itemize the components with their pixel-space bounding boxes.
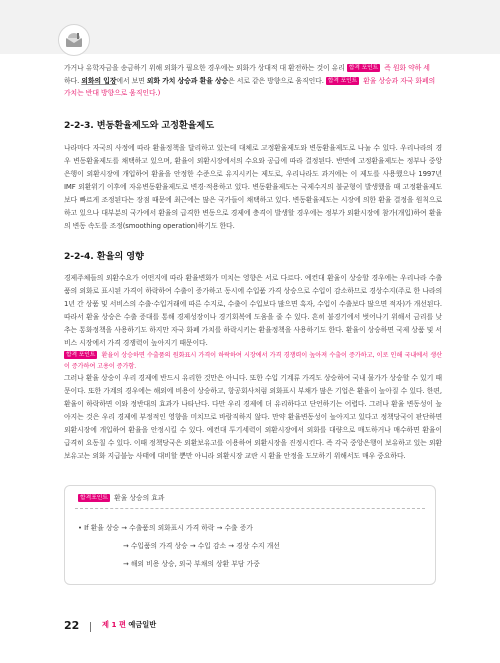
summary-line: • If 환율 상승 → 수출품의 외화표시 가격 하락 → 수출 증가	[78, 523, 253, 532]
part-title: 예금일반	[125, 620, 157, 629]
pass-point-note: 즉 원화 약하 세	[382, 64, 430, 72]
intro-text: 가거나 유학자금을 송금하기 위해 외화가 필요한 경우에는 외화가 상대적 대 환전하는 것이 유리	[64, 64, 345, 72]
summary-line: → 수입품의 가격 상승 → 수입 감소 → 경상 수지 개선	[123, 541, 280, 550]
page-number: 22	[64, 619, 80, 632]
pass-point-tag: 합격 포인트	[66, 351, 96, 358]
section-paragraph: 나라마다 자국의 사정에 따라 환율정책을 달리하고 있는데 대체로 고정환율제도와 변동환율제도로 나눌 수 있다. 우리나라의 경우 변동환율제도를 채택하고 있으며, 환율이 외환시장에서의 수요와 공급에 따라 결정된다. 반면에 고정환율제도는 정부나 중앙은행이 외환시장에 개입하여 환율을 안정한 수준으로 유지시키는 제도로, 우리나라도 과거에는 이 제도를 사용했으나 1997년 IMF 외환위기 이후에 자유변동환율제도로 변경·적용하고 있다. 변동환율제도는 국제수지의 불균형이 발생했을 때 고정환율제도보다 빠르게 조정된다는 장점 때문에 최근에는 많은 국가들이 채택하고 있다. 변동환율제도는 시장에 의한 환율 결정을 원칙으로 하고 있으나 대부분의 국가에서 환율의 급격한 변동으로 경제에 충격이 발생할 경우에는 정부가 외환시장에 참가(개입)하여 환율의 변동 속도를 조정(smoothing operation)하기도 한다.	[64, 143, 442, 230]
summary-box	[64, 485, 436, 585]
summary-box-title	[78, 492, 164, 502]
summary-line: → 해외 비용 상승, 외국 부채의 상환 부담 가중	[123, 559, 260, 568]
intro-paragraph	[64, 62, 442, 100]
section-paragraph: 경제주체들의 외환수요가 어떤지에 따라 환율변화가 미치는 영향은 서로 다르다. 예컨대 환율이 상승할 경우에는 우리나라 수출품의 외화로 표시된 가격이 하락하여 수출이 증가하고 동시에 수입품 가격 상승으로 수입이 감소하므로 경상수지(주로 한 나라의 1년 간 상품 및 서비스의 수출·수입거래에 따른 수지로, 수출이 수입보다 많으면 흑자, 수입이 수출보다 많으면 적자)가 개선된다. 따라서 환율 상승은 수출 증대를 통해 경제성장이나 경기회복에 도움을 줄 수 있다. 흔히 불경기에서 벗어나기 위해서 금리를 낮추는 통화정책을 사용하기도 하지만 자국 화폐 가치를 하락시키는 환율정책을 사용하기도 한다. 환율이 상승하면 국제 상품 및 서비스 시장에서 가격 경쟁력이 높아지기 때문이다.	[64, 273, 442, 347]
intro-bold: 외화 가치 상승과 환율 상승	[146, 76, 229, 85]
part-label: 제 1 편	[102, 620, 126, 629]
pass-point-tip	[64, 350, 442, 372]
summary-title-text: 환율 상승의 효과	[112, 493, 165, 502]
mailbox-icon	[58, 24, 90, 56]
pass-point-note: 환율 상승과 자국 화폐의	[361, 76, 436, 85]
section-paragraph: 그러나 환율 상승이 우리 경제에 반드시 유리한 것만은 아니다. 또한 수입 기계류 가격도 상승하여 국내 물가가 상승할 수 있기 때문이다. 또한 가계의 경우에는 해외에 비용이 상승하고, 항공회사처럼 외화표시 부채가 많은 기업은 환율이 높아질 수 있다. 한편, 환율이 하락하면 이와 정반대의 효과가 나타난다. 다만 우리 경제에 더 유리하다고 단언하기는 어렵다. 그러나 환율 변동성이 높아지는 것은 우리 경제에 부정적인 영향을 미치므로 바람직하지 않다. 만약 환율변동성이 높아지고 있다고 정책당국이 판단하면 외환시장에 개입하여 환율을 안정시킬 수 있다. 예컨대 투기세력이 외환시장에서 외화를 대량으로 매도하거나 매수하면 환율이 급격히 요동칠 수 있다. 이때 정책당국은 외환보유고를 이용하여 외환시장을 진정시킨다. 즉 각국 중앙은행이 보유하고 있는 외환보유고는 외화 지급불능 사태에 대비할 뿐만 아니라 외환시장 교란 시 환율 안정을 도모하기 위해서도 매우 중요하다.	[64, 373, 442, 460]
intro-text: 에서 보면	[116, 76, 147, 85]
pass-point-tag: 합격 포인트	[327, 77, 358, 84]
footer-part-title	[102, 620, 156, 630]
divider	[75, 508, 425, 509]
intro-text: 은 서로 같은 방향으로 움직인다.	[228, 76, 324, 85]
footer-divider	[90, 622, 91, 632]
pass-point-note: 가치는 반대 방향으로 움직인다.)	[64, 89, 161, 97]
intro-text: 하다.	[64, 76, 82, 85]
pass-point-note: 환율이 상승하면 수출품의 원화표시 가격이 하락하여 시장에서 가격 경쟁력이 높아져 수출이 증가하고, 이로 인해 국내에서 생산이 증가하여 고용이 증가함.	[64, 351, 442, 370]
page-content	[64, 62, 442, 585]
pass-point-tag: 합격 포인트	[348, 65, 379, 71]
pass-point-tag: 합격포인트	[80, 494, 108, 501]
intro-highlight: 외화의 입장	[81, 76, 117, 85]
section-heading: 2-2-4. 환율의 영향	[64, 250, 144, 262]
section-heading: 2-2-3. 변동환율제도와 고정환율제도	[64, 119, 214, 131]
